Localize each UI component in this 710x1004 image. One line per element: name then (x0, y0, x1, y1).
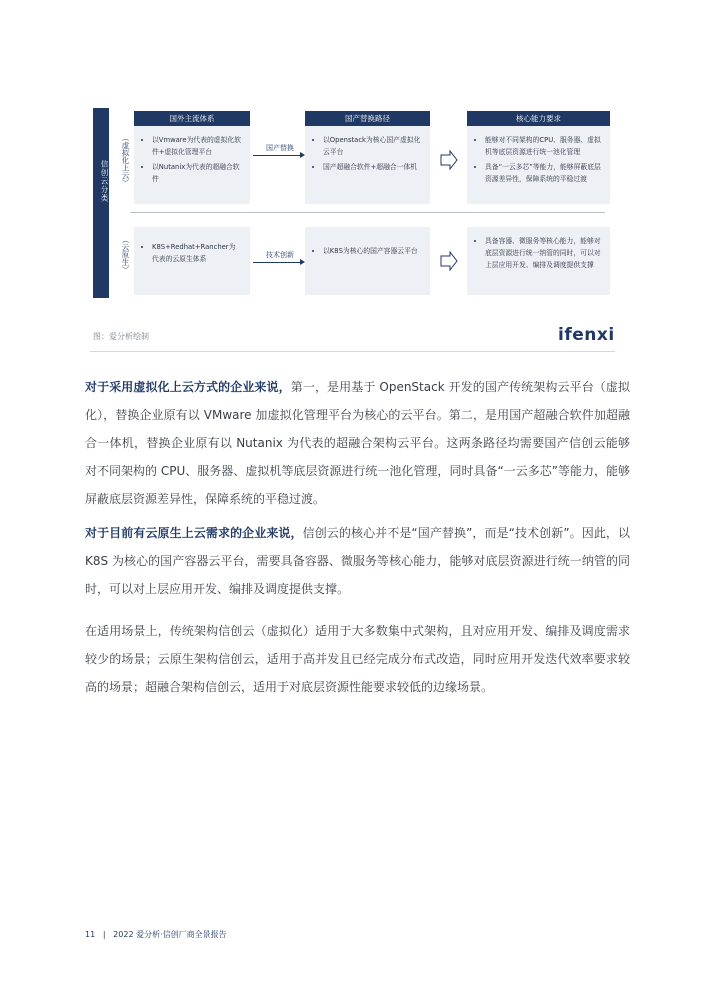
box-core-virtualization (467, 126, 610, 204)
list-item: • 国产超融合软件+超融合一体机 (323, 161, 422, 173)
paragraph-body: 在适用场景上，传统架构信创云（虚拟化）适用于大多数集中式架构，且对应用开发、编排及调度需求较少的场景；云原生架构信创云，适用于高并发且已经完成分布式改造，同时应用开发迭代效率要求较高的场景；超融合架构信创云，适用于对底层资源性能要求较低的边缘场景。 (85, 624, 630, 694)
chevron-right-icon (439, 150, 459, 170)
paragraph-body: 第一，是用基于 OpenStack 开发的国产传统架构云平台（虚拟化），替换企业原有以 VMware 加虚拟化管理平台为核心的云平台。第二，是用国产超融合软件加超融合一体机，替换企业原有以 Nutanix 为代表的超融合架构云平台。这两条路径均需要国产信创云能够对不同架构的 CPU、服务器、虚拟机等底层资源进行统一池化管理，同时具备“一云多芯”等能力，能够屏蔽底层资源差异性，保障系统的平稳过渡。 (85, 380, 630, 506)
box-domestic-cloud-native (305, 227, 430, 295)
paragraph-body: 信创云的核心并不是“国产替换”，而是“技术创新”。因此，以 K8S 为核心的国产容器云平台，需要具备容器、微服务等核心能力，能够对底层资源进行统一纳管的同时，可以对上层应用开发、编排及调度提供支撑。 (85, 526, 630, 596)
paragraph-scenarios (85, 617, 630, 701)
category-side-bar (93, 108, 109, 298)
page-number: 11 (85, 930, 96, 939)
list-item: • 以Nutanix为代表的超融合软件 (152, 161, 242, 185)
row-divider (130, 212, 605, 213)
row-label-virtualization: （虚拟化上云） (121, 134, 130, 187)
paragraph-cloud-native (85, 519, 630, 603)
paragraph-lead: 对于采用虚拟化上云方式的企业来说， (85, 380, 291, 394)
box-foreign-virtualization (134, 126, 250, 204)
list-item: • 具备“一云多芯”等能力，能够屏蔽底层资源差异性，保障系统的平稳过渡 (485, 161, 602, 185)
arrow-label-tech-innovation: 技术创新 (266, 251, 294, 259)
list-item: • K8S+Redhat+Rancher为代表的云原生体系 (152, 241, 242, 265)
paragraph-lead: 对于目前有云原生上云需求的企业来说， (85, 526, 303, 540)
figure-caption: 图：爱分析绘制 (93, 332, 149, 341)
column-header-foreign: 国外主流体系 (134, 111, 250, 126)
row-label-cloud-native: （云原生） (121, 236, 130, 274)
column-header-core: 核心能力要求 (467, 111, 610, 126)
column-header-domestic: 国产替换路径 (305, 111, 430, 126)
footer-separator: | (102, 930, 106, 939)
chevron-right-icon (439, 251, 459, 271)
list-item: • 能够对不同架构的CPU、服务器、虚拟机等底层资源进行统一池化管理 (485, 134, 602, 158)
arrow-line (253, 262, 300, 263)
page-footer (85, 929, 227, 940)
box-domestic-virtualization (305, 126, 430, 204)
footer-title: 2022 爱分析·信创厂商全景报告 (113, 930, 227, 939)
list-item: • 以Vmware为代表的虚拟化软件+虚拟化管理平台 (152, 134, 242, 158)
caption-divider (90, 351, 615, 352)
list-item: • 以K8S为核心的国产容器云平台 (323, 245, 422, 257)
ifenxi-logo: ifenxi (558, 325, 615, 345)
paragraph-virtualization (85, 373, 630, 513)
list-item: • 具备容器、微服务等核心能力，能够对底层资源进行统一纳管的同时，可以对上层应用开发、编排及调度提供支撑 (485, 235, 602, 271)
arrow-label-domestic-replacement: 国产替换 (266, 144, 294, 152)
box-foreign-cloud-native (134, 227, 250, 295)
list-item: • 以Openstack为核心国产虚拟化云平台 (323, 134, 422, 158)
arrow-line (253, 155, 300, 156)
box-core-cloud-native (467, 227, 610, 295)
category-side-label: 信创云分类 (100, 160, 109, 203)
